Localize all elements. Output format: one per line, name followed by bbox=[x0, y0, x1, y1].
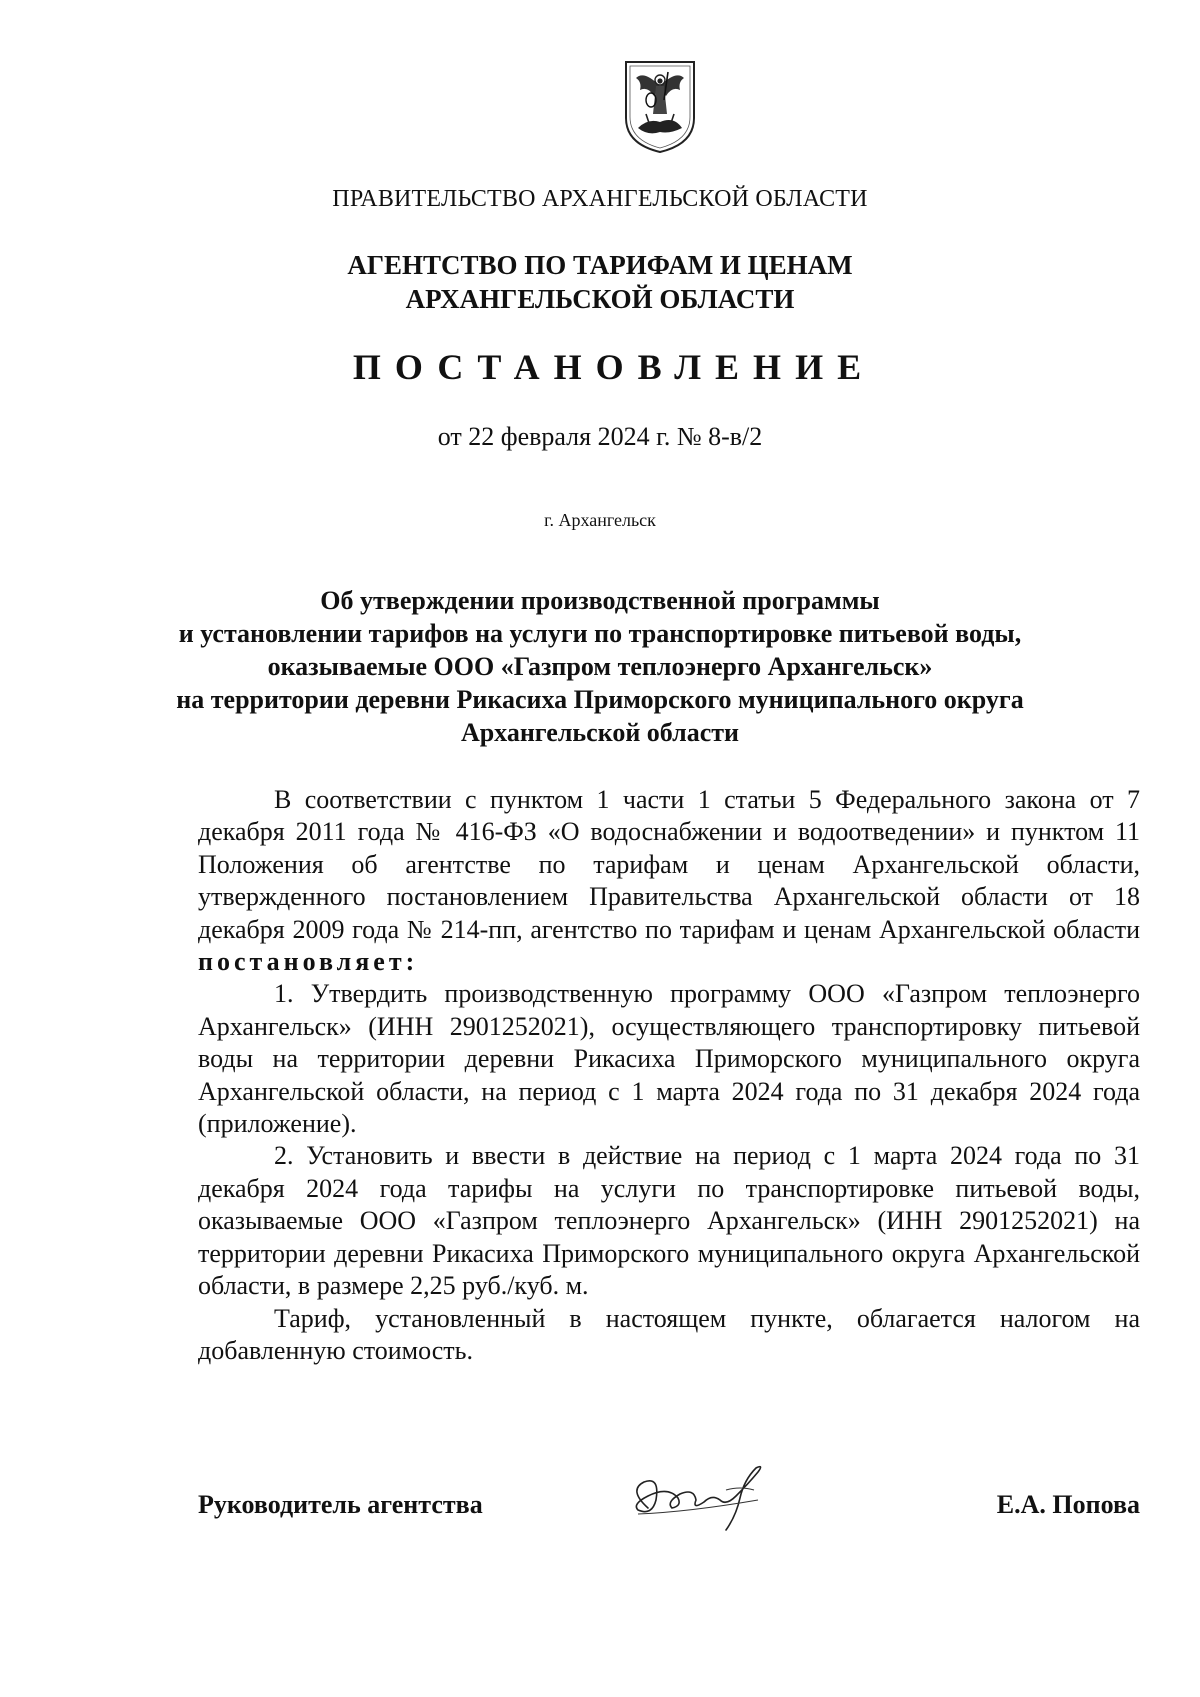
document-type: ПОСТАНОВЛЕНИЕ bbox=[352, 347, 876, 387]
item-1-paragraph: 1. Утвердить производственную программу ООО «Газпром теплоэнерго Архангельск» (ИНН 2901252021), осуществляющего транспортировку питьевой воды на территории деревни Рикасиха Приморского муниципального округа Архангельской области, на период с 1 марта 2024 года по 31 декабря 2024 года (приложение). bbox=[198, 979, 1140, 1139]
agency-name bbox=[0, 248, 1200, 316]
subject-line: Архангельской области bbox=[460, 718, 740, 747]
preamble-text: В соответствии с пунктом 1 части 1 статьи 5 Федерального закона от 7 декабря 2011 года № 416-ФЗ «О водоснабжении и водоотведении» и пунктом 11 Положения об агентстве по тарифам и ценам Архангельской области, утвержденного постановлением Правительства Архангельской области от 18 декабря 2009 года № 214-пп, агентство по тарифам и ценам Архангельской области bbox=[198, 785, 1140, 944]
subject-line: на территории деревни Рикасиха Приморского муниципального округа bbox=[176, 685, 1024, 714]
subject-line: и установлении тарифов на услуги по транспортировке питьевой воды, bbox=[178, 619, 1022, 648]
document-city: г. Архангельск bbox=[544, 510, 656, 530]
subject-line: Об утверждении производственной программы bbox=[320, 586, 880, 615]
item-2-paragraph: 2. Установить и ввести в действие на период с 1 марта 2024 года по 31 декабря 2024 года тарифы на услуги по транспортировке питьевой воды, оказываемые ООО «Газпром теплоэнерго Архангельск» (ИНН 2901252021) на территории деревни Рикасиха Приморского муниципального округа Архангельской области, в размере 2,25 руб./куб. м. bbox=[198, 1141, 1140, 1301]
preamble-paragraph bbox=[198, 784, 1140, 978]
handwritten-signature-icon bbox=[608, 1450, 798, 1540]
resolves-word: постановляет: bbox=[198, 947, 419, 977]
signatory-name: Е.А. Попова bbox=[996, 1490, 1140, 1519]
subject-line: оказываемые ООО «Газпром теплоэнерго Архангельск» bbox=[267, 652, 933, 681]
coat-of-arms-icon bbox=[620, 56, 700, 156]
tax-note-paragraph: Тариф, установленный в настоящем пункте, облагается налогом на добавленную стоимость. bbox=[198, 1303, 1140, 1365]
document-subject bbox=[0, 584, 1200, 749]
agency-name-line1: АГЕНТСТВО ПО ТАРИФАМ И ЦЕНАМ bbox=[347, 250, 853, 280]
signatory-title: Руководитель агентства bbox=[198, 1490, 483, 1519]
agency-name-line2: АРХАНГЕЛЬСКОЙ ОБЛАСТИ bbox=[405, 284, 795, 314]
government-title: ПРАВИТЕЛЬСТВО АРХАНГЕЛЬСКОЙ ОБЛАСТИ bbox=[332, 186, 868, 212]
signature-block bbox=[198, 1460, 1140, 1540]
document-body bbox=[198, 784, 1140, 1367]
document-date-number: от 22 февраля 2024 г. № 8-в/2 bbox=[437, 422, 763, 451]
